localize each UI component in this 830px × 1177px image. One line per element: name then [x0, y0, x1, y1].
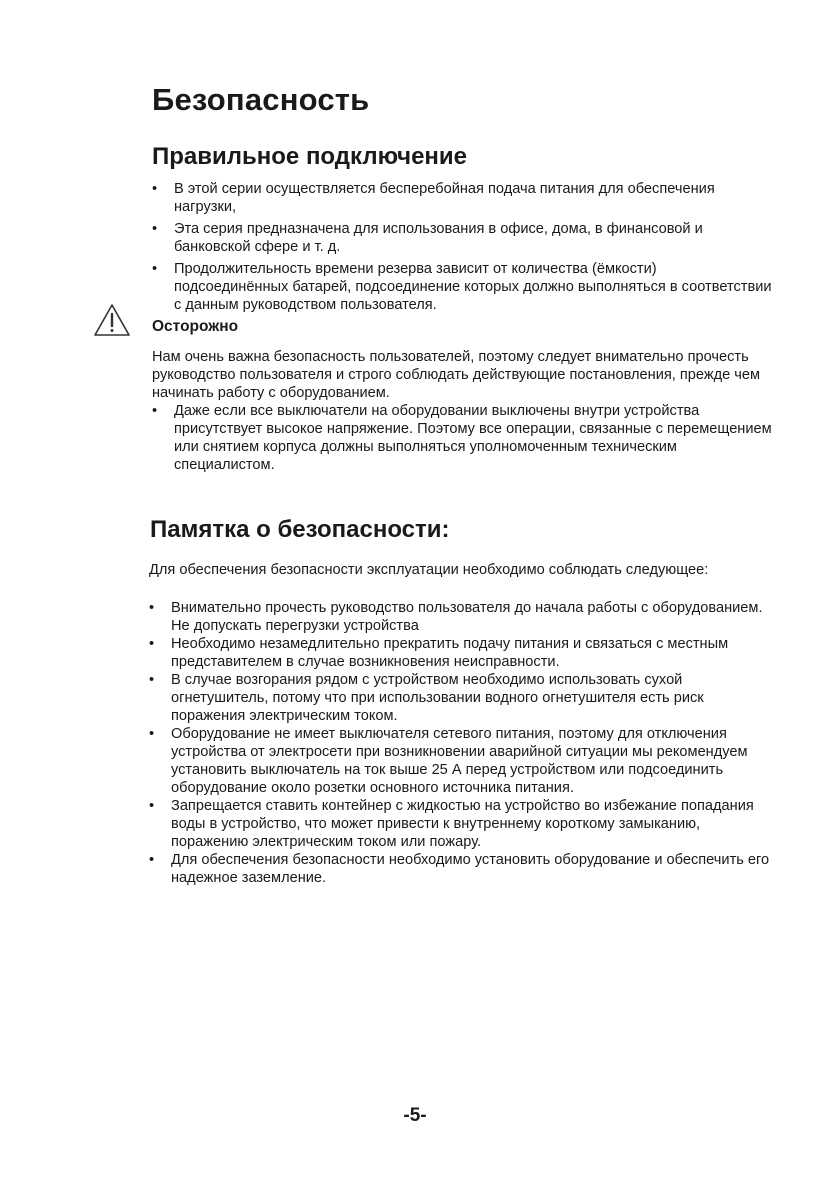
list-item: • Оборудование не имеет выключателя сетевого питания, поэтому для отключения устройства от электросети при возникновении аварийной ситуации мы рекомендуем установить выключатель на ток выше 25 А перед устройством или подсоединить оборудование около розетки основного источника питания. — [149, 725, 774, 797]
page-title: Безопасность — [152, 82, 370, 117]
section-heading-connection: Правильное подключение — [152, 143, 468, 170]
list-item: • Внимательно прочесть руководство пользователя до начала работы с оборудованием. Не допускать перегрузки устройства — [149, 599, 774, 635]
page-number: -5- — [403, 1105, 427, 1126]
list-item: • Продолжительность времени резерва зависит от количества (ёмкости) подсоединённых батарей, подсоединение которых должно выполняться в соответствии с данным руководством пользователя. — [152, 260, 772, 314]
caution-list — [152, 402, 772, 474]
section-heading-safety-memo: Памятка о безопасности: — [150, 516, 450, 543]
list-item: • Эта серия предназначена для использования в офисе, дома, в финансовой и банковской сфере и т. д. — [152, 220, 772, 256]
list-item: • Даже если все выключатели на оборудовании выключены внутри устройства присутствует высокое напряжение. Поэтому все операции, связанные с перемещением или снятием корпуса должны выполняться уполномоченным техническим специалистом. — [152, 402, 772, 474]
list-item: • Необходимо незамедлительно прекратить подачу питания и связаться с местным представителем в случае возникновения неисправности. — [149, 635, 774, 671]
safety-memo-intro: Для обеспечения безопасности эксплуатации необходимо соблюдать следующее: — [149, 562, 709, 578]
safety-memo-list — [149, 599, 774, 887]
list-item: • В этой серии осуществляется бесперебойная подача питания для обеспечения нагрузки, — [152, 180, 772, 216]
connection-list — [152, 180, 772, 318]
caution-title: Осторожно — [152, 318, 239, 335]
list-item: • Для обеспечения безопасности необходимо установить оборудование и обеспечить его надежное заземление. — [149, 851, 774, 887]
list-item: • Запрещается ставить контейнер с жидкостью на устройство во избежание попадания воды в устройство, что может привести к внутреннему короткому замыканию, поражению электрическим током или пожару. — [149, 797, 774, 851]
caution-text: Нам очень важна безопасность пользователей, поэтому следует внимательно прочесть руководство пользователя и строго соблюдать действующие постановления, прежде чем начинать работу с оборудованием. — [152, 349, 761, 401]
list-item: • В случае возгорания рядом с устройством необходимо использовать сухой огнетушитель, потому что при использовании водного огнетушителя есть риск поражения электрическим током. — [149, 671, 774, 725]
warning-triangle-icon — [93, 303, 131, 337]
